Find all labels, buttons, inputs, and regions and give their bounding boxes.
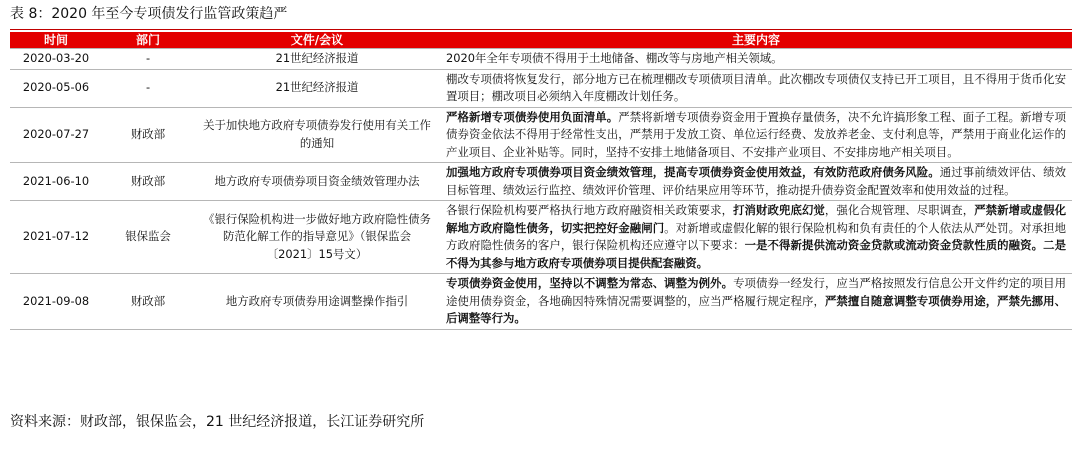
table-row — [10, 69, 1072, 107]
header-content: 主要内容 — [440, 32, 1072, 49]
cell-dept: 财政部 — [102, 107, 194, 163]
content-text: 专项债券一经发行，应当严格按照发行信息公开文件约定的项目用途使用债券资金，各地确因特殊情况需要调整的，应当严格履行规定程序， — [446, 276, 1066, 308]
table-title: 表 8：2020 年至今专项债发行监管政策趋严 — [10, 6, 288, 22]
table-header — [10, 32, 1072, 49]
content-text: 各银行保险机构要严格执行地方政府融资相关政策要求， — [446, 203, 734, 217]
header-dept: 部门 — [102, 32, 194, 49]
cell-dept: - — [102, 49, 194, 70]
cell-dept: - — [102, 69, 194, 107]
cell-time: 2020-07-27 — [10, 107, 102, 163]
cell-content — [440, 163, 1072, 201]
cell-document: 地方政府专项债券用途调整操作指引 — [194, 274, 440, 330]
cell-document: 《银行保险机构进一步做好地方政府隐性债务防范化解工作的指导意见》（银保监会〔2021〕15号文） — [194, 201, 440, 274]
cell-time: 2021-06-10 — [10, 163, 102, 201]
content-emphasis: 加强地方政府专项债券项目资金绩效管理，提高专项债券资金使用效益，有效防范政府债务风险。 — [446, 165, 940, 179]
content-text: 通过事前绩效评估、绩效目标管理、绩效运行监控、绩效评价管理、评价结果应用等环节，推动提升债券资金配置效率和使用效益的过程。 — [446, 165, 1066, 197]
table-row — [10, 274, 1072, 330]
cell-content — [440, 49, 1072, 70]
cell-document: 21世纪经济报道 — [194, 49, 440, 70]
table-row — [10, 201, 1072, 274]
content-text: ，强化合规管理、尽职调查， — [824, 203, 975, 217]
content-emphasis: 一是不得新提供流动资金贷款或流动资金贷款性质的融资。二是不得为其参与地方政府专项债券项目提供配套融资。 — [446, 238, 1066, 270]
cell-content — [440, 107, 1072, 163]
content-text: 严禁将新增专项债券资金用于置换存量债务，决不允许搞形象工程、面子工程。新增专项债券资金依法不得用于经常性支出，严禁用于发放工资、单位运行经费、发放养老金、支付利息等，严禁用于商业化运作的产业项目、企业补贴等。同时，坚持不安排土地储备项目、不安排产业项目、不安排房地产相关项目。 — [446, 109, 1066, 159]
cell-dept: 财政部 — [102, 274, 194, 330]
source-note: 资料来源：财政部，银保监会，21 世纪经济报道，长江证券研究所 — [10, 414, 425, 430]
cell-time: 2021-07-12 — [10, 201, 102, 274]
cell-time: 2021-09-08 — [10, 274, 102, 330]
cell-content — [440, 274, 1072, 330]
content-emphasis: 严禁擅自随意调整专项债券用途，严禁先挪用、后调整等行为。 — [446, 293, 1066, 325]
table-row — [10, 107, 1072, 163]
content-emphasis: 专项债券资金使用，坚持以不调整为常态、调整为例外。 — [446, 276, 734, 290]
cell-document: 地方政府专项债券项目资金绩效管理办法 — [194, 163, 440, 201]
cell-document: 关于加快地方政府专项债券发行使用有关工作的通知 — [194, 107, 440, 163]
cell-document: 21世纪经济报道 — [194, 69, 440, 107]
header-time: 时间 — [10, 32, 102, 49]
content-emphasis: 打消财政兜底幻觉 — [733, 203, 825, 217]
table-row — [10, 49, 1072, 70]
cell-time: 2020-03-20 — [10, 49, 102, 70]
content-text: 棚改专项债将恢复发行，部分地方已在梳理棚改专项债项目清单。此次棚改专项债仅支持已开工项目，且不得用于货币化安置项目；棚改项目必须纳入年度棚改计划任务。 — [446, 71, 1066, 103]
content-text: 2020年全年专项债不得用于土地储备、棚改等与房地产相关领域。 — [446, 51, 783, 65]
header-doc: 文件/会议 — [194, 32, 440, 49]
content-emphasis: 严禁新增或虚假化解地方政府隐性债务，切实把控好金融闸门 — [446, 203, 1066, 235]
policy-table — [10, 32, 1072, 330]
cell-content — [440, 201, 1072, 274]
cell-content — [440, 69, 1072, 107]
title-divider — [10, 29, 1072, 30]
content-emphasis: 严格新增专项债券使用负面清单。 — [446, 109, 619, 124]
content-text: 。对新增或虚假化解的银行保险机构和负有责任的个人依法从严处罚。对承担地方政府隐性债务的客户，银行保险机构还应遵守以下要求： — [446, 220, 1066, 252]
cell-time: 2020-05-06 — [10, 69, 102, 107]
table-row — [10, 163, 1072, 201]
cell-dept: 银保监会 — [102, 201, 194, 274]
table-body — [10, 49, 1072, 330]
cell-dept: 财政部 — [102, 163, 194, 201]
